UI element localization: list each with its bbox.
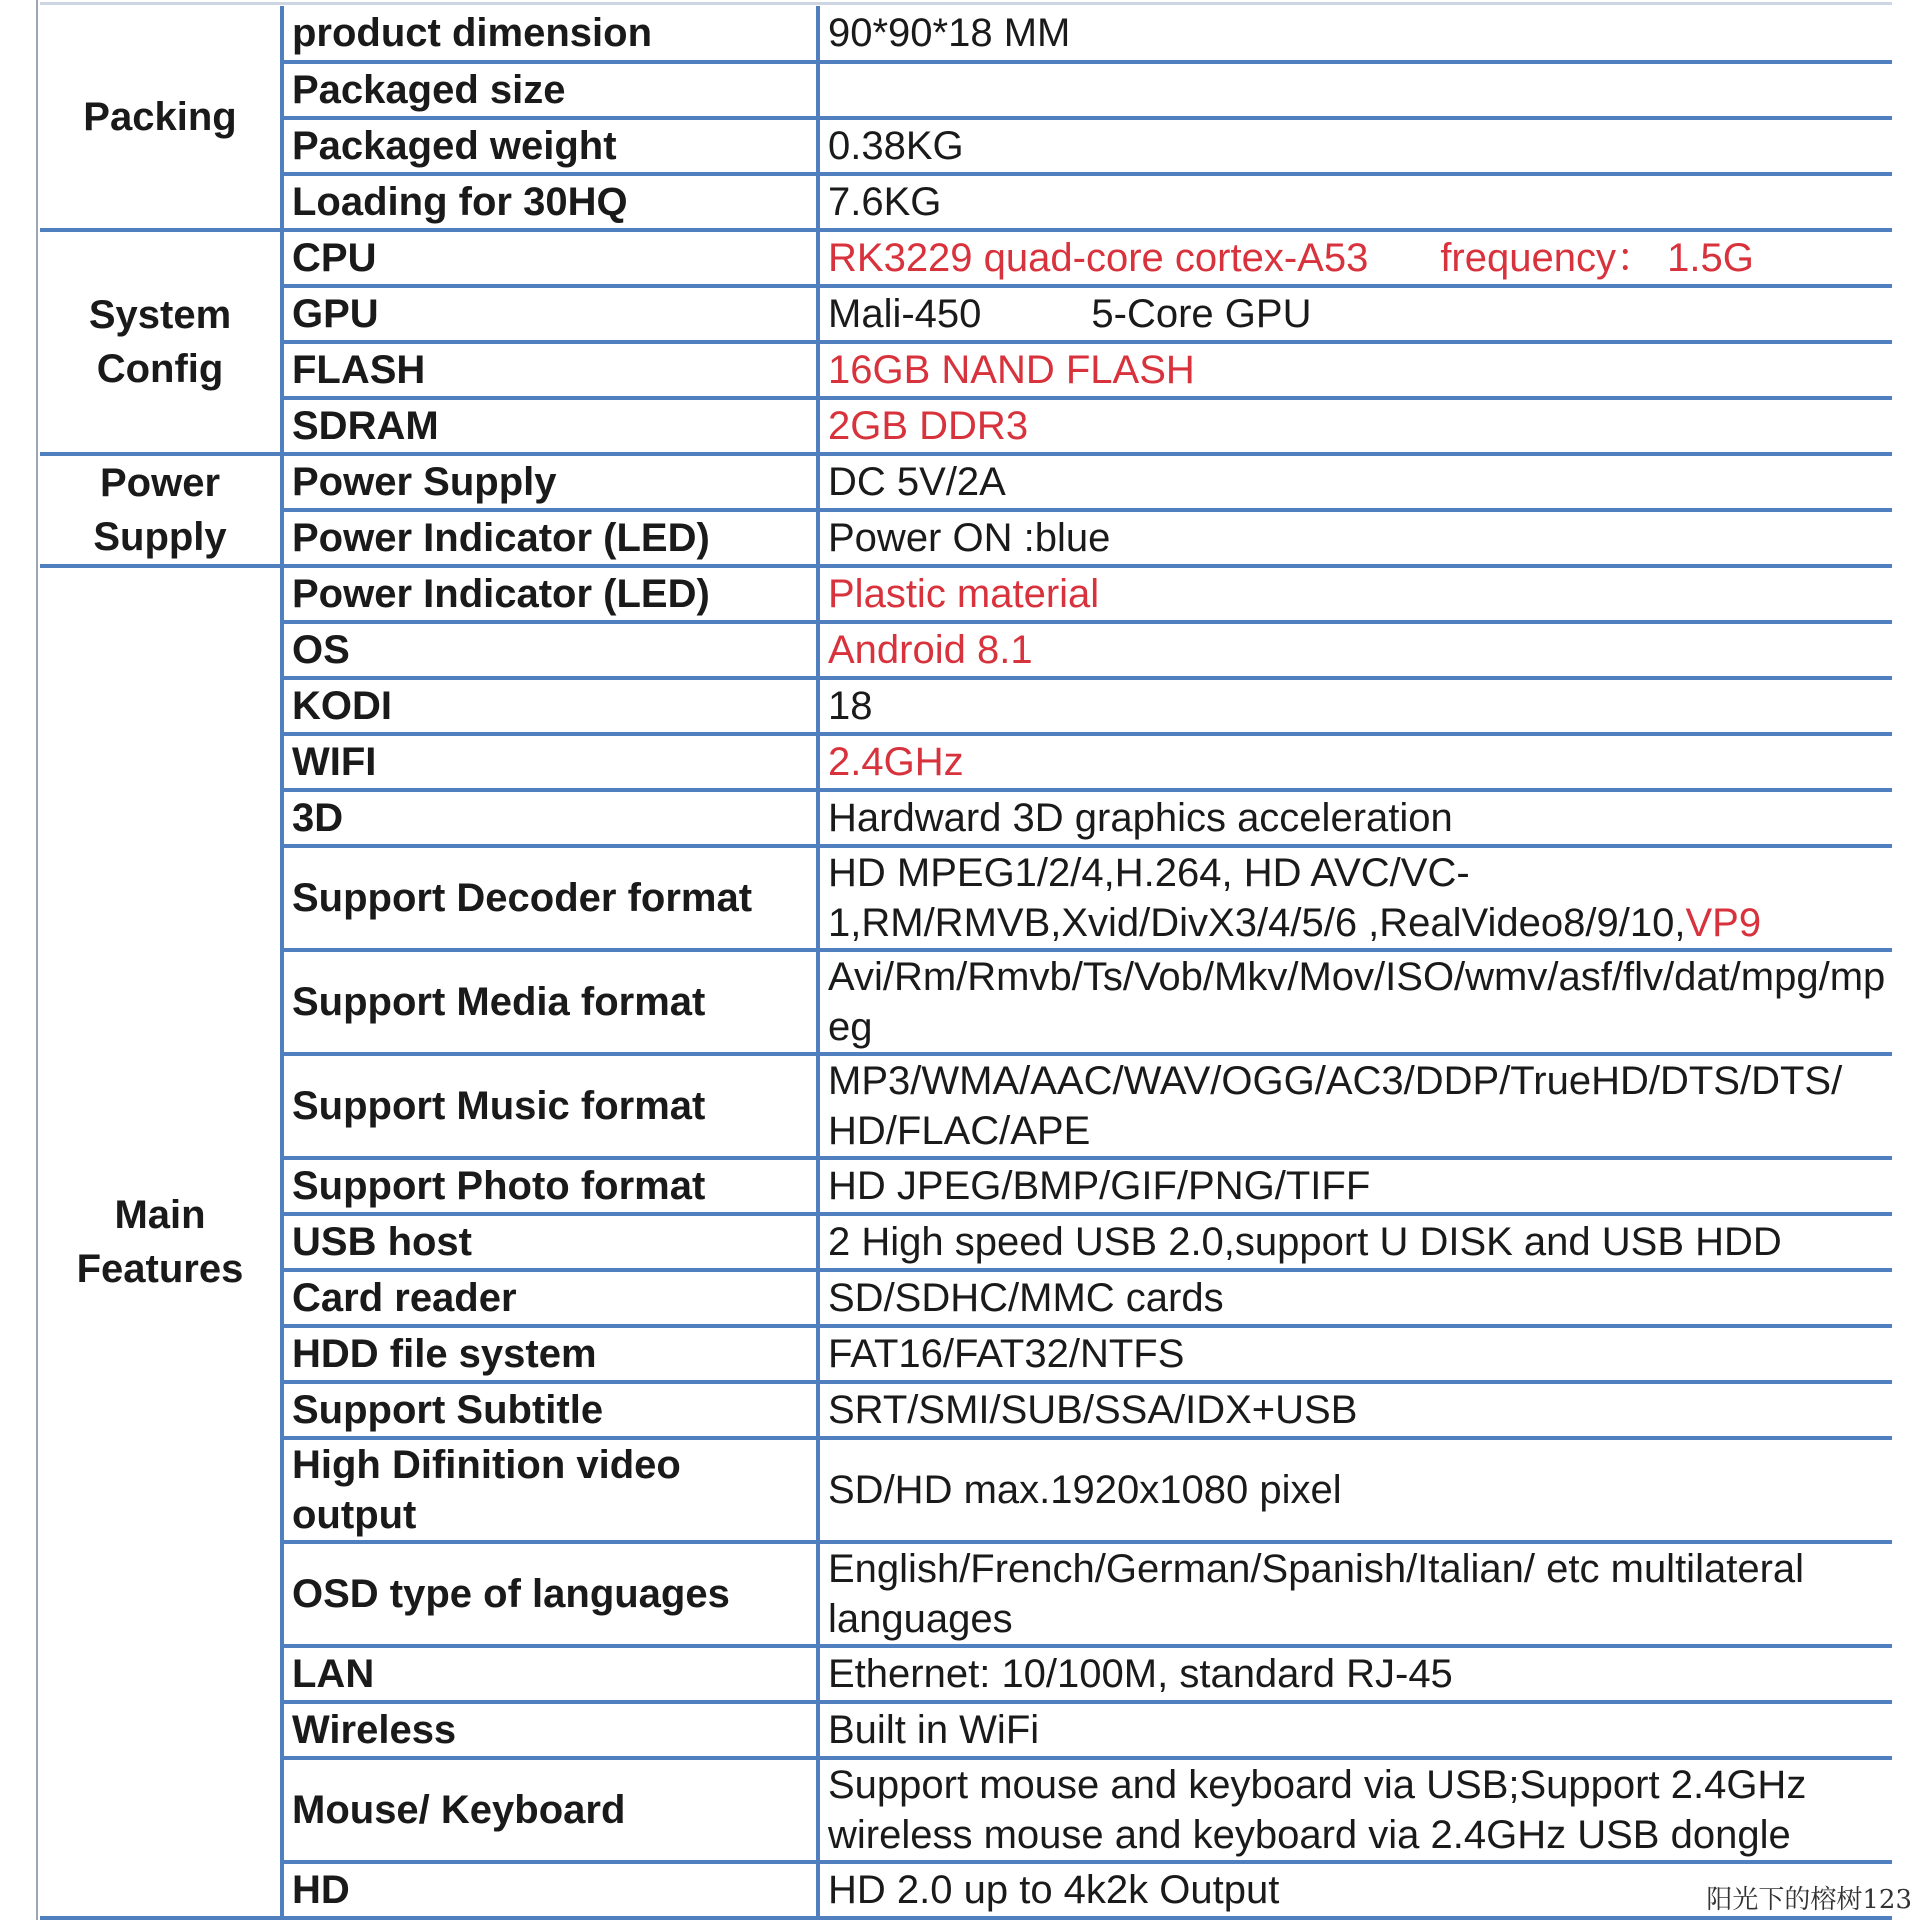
- value-highlight: VP9: [1685, 901, 1762, 945]
- table-row: [40, 342, 1892, 398]
- param-cell: Loading for 30HQ: [282, 174, 818, 230]
- group-label: Packing: [83, 95, 237, 139]
- param-cell: GPU: [282, 286, 818, 342]
- param-cell: Power Supply: [282, 454, 818, 510]
- param-cell: FLASH: [282, 342, 818, 398]
- value-line: HD/FLAC/APE: [828, 1109, 1091, 1153]
- value-cell: HD JPEG/BMP/GIF/PNG/TIFF: [818, 1158, 1892, 1214]
- value-cell: HD 2.0 up to 4k2k Output: [818, 1862, 1892, 1918]
- value-line: wireless mouse and keyboard via 2.4GHz USB dongle: [828, 1813, 1791, 1857]
- value-cell: Power ON :blue: [818, 510, 1892, 566]
- param-cell: OSD type of languages: [282, 1542, 818, 1646]
- param-cell: OS: [282, 622, 818, 678]
- param-cell: HDD file system: [282, 1326, 818, 1382]
- param-cell: Power Indicator (LED): [282, 566, 818, 622]
- value-line: MP3/WMA/AAC/WAV/OGG/AC3/DDP/TrueHD/DTS/DTS/: [828, 1059, 1843, 1103]
- param-cell: Support Photo format: [282, 1158, 818, 1214]
- table-row: [40, 1326, 1892, 1382]
- top-rule: [40, 2, 1892, 5]
- param-cell: Support Media format: [282, 950, 818, 1054]
- table-row: [40, 846, 1892, 950]
- value-cell: [818, 230, 1892, 286]
- value-cell: SD/HD max.1920x1080 pixel: [818, 1438, 1892, 1542]
- table-row: [40, 1702, 1892, 1758]
- table-row: [40, 1758, 1892, 1862]
- table-row: [40, 62, 1892, 118]
- value-cell: Plastic material: [818, 566, 1892, 622]
- value-cell: [818, 1758, 1892, 1862]
- param-cell: Card reader: [282, 1270, 818, 1326]
- value-cell: [818, 950, 1892, 1054]
- value-cell: Android 8.1: [818, 622, 1892, 678]
- table-row: [40, 1158, 1892, 1214]
- value-cell: Hardward 3D graphics acceleration: [818, 790, 1892, 846]
- value-line: [828, 898, 1884, 948]
- value-cell: 90*90*18 MM: [818, 6, 1892, 62]
- table-row: [40, 950, 1892, 1054]
- value-cell: 2 High speed USB 2.0,support U DISK and USB HDD: [818, 1214, 1892, 1270]
- value-cell: Built in WiFi: [818, 1702, 1892, 1758]
- table-row: [40, 1438, 1892, 1542]
- table-row: [40, 1054, 1892, 1158]
- value-cell: [818, 846, 1892, 950]
- value-cell: 16GB NAND FLASH: [818, 342, 1892, 398]
- group-packing: [40, 6, 282, 230]
- group-power-supply: [40, 454, 282, 566]
- value-cell: 2.4GHz: [818, 734, 1892, 790]
- table-row: [40, 510, 1892, 566]
- table-row: [40, 622, 1892, 678]
- param-cell: CPU: [282, 230, 818, 286]
- value-line: HD MPEG1/2/4,H.264, HD AVC/VC-: [828, 851, 1470, 895]
- param-cell: Support Music format: [282, 1054, 818, 1158]
- param-cell: Support Decoder format: [282, 846, 818, 950]
- group-label: System: [88, 293, 232, 337]
- value-cell: SRT/SMI/SUB/SSA/IDX+USB: [818, 1382, 1892, 1438]
- param-cell: KODI: [282, 678, 818, 734]
- value-cell: [818, 1542, 1892, 1646]
- param-cell: USB host: [282, 1214, 818, 1270]
- table-row: [40, 286, 1892, 342]
- table-row: [40, 734, 1892, 790]
- spec-table: [40, 6, 1892, 1920]
- param-cell: Packaged weight: [282, 118, 818, 174]
- value-cell: [818, 62, 1892, 118]
- group-label: Power: [99, 461, 221, 505]
- watermark: 阳光下的榕树123: [1706, 1885, 1912, 1915]
- table-row: [40, 1542, 1892, 1646]
- table-row: [40, 566, 1892, 622]
- table-row: [40, 1862, 1892, 1918]
- table-row: [40, 230, 1892, 286]
- group-label: Main: [114, 1193, 206, 1237]
- param-cell: LAN: [282, 1646, 818, 1702]
- table-row: [40, 398, 1892, 454]
- table-row: [40, 118, 1892, 174]
- outer-border: [36, 0, 38, 1920]
- value-line: Support mouse and keyboard via USB;Support 2.4GHz: [828, 1763, 1807, 1807]
- value-line: English/French/German/Spanish/Italian/ etc multilateral: [828, 1547, 1805, 1591]
- cpu-model: RK3229 quad-core cortex-A53: [828, 236, 1369, 280]
- table-row: [40, 454, 1892, 510]
- value-cell: 7.6KG: [818, 174, 1892, 230]
- param-line: output: [292, 1493, 417, 1537]
- value-cell: 18: [818, 678, 1892, 734]
- param-cell: Packaged size: [282, 62, 818, 118]
- value-cell: 2GB DDR3: [818, 398, 1892, 454]
- param-cell: [282, 1438, 818, 1542]
- param-cell: Power Indicator (LED): [282, 510, 818, 566]
- value-cell: DC 5V/2A: [818, 454, 1892, 510]
- table-row: [40, 1270, 1892, 1326]
- table-row: [40, 1646, 1892, 1702]
- param-cell: HD: [282, 1862, 818, 1918]
- param-line: High Difinition video: [292, 1443, 681, 1487]
- param-cell: Wireless: [282, 1702, 818, 1758]
- value-text: 1,RM/RMVB,Xvid/DivX3/4/5/6 ,RealVideo8/9/10,: [828, 901, 1686, 945]
- param-cell: SDRAM: [282, 398, 818, 454]
- value-cell: [818, 286, 1892, 342]
- value-cell: Ethernet: 10/100M, standard RJ-45: [818, 1646, 1892, 1702]
- value-cell: SD/SDHC/MMC cards: [818, 1270, 1892, 1326]
- param-cell: Support Subtitle: [282, 1382, 818, 1438]
- group-label: Features: [76, 1247, 244, 1291]
- group-main-features: [40, 566, 282, 1918]
- value-cell: 0.38KG: [818, 118, 1892, 174]
- gpu-cores: 5-Core GPU: [1091, 292, 1312, 336]
- group-label: Supply: [93, 515, 227, 559]
- value-cell: FAT16/FAT32/NTFS: [818, 1326, 1892, 1382]
- group-label: Config: [96, 347, 224, 391]
- table-row: [40, 1382, 1892, 1438]
- table-row: [40, 790, 1892, 846]
- value-line: Avi/Rm/Rmvb/Ts/Vob/Mkv/Mov/ISO/wmv/asf/flv/dat/mpg/mp: [828, 955, 1886, 999]
- gpu-model: Mali-450: [828, 292, 982, 336]
- param-cell: 3D: [282, 790, 818, 846]
- table-row: [40, 1214, 1892, 1270]
- table-row: [40, 678, 1892, 734]
- param-cell: product dimension: [282, 6, 818, 62]
- table-row: [40, 6, 1892, 62]
- value-line: eg: [828, 1005, 873, 1049]
- cpu-frequency: frequency： 1.5G: [1440, 236, 1754, 280]
- value-cell: [818, 1054, 1892, 1158]
- param-cell: WIFI: [282, 734, 818, 790]
- group-system-config: [40, 230, 282, 454]
- param-cell: Mouse/ Keyboard: [282, 1758, 818, 1862]
- value-line: languages: [828, 1597, 1013, 1641]
- table-row: [40, 174, 1892, 230]
